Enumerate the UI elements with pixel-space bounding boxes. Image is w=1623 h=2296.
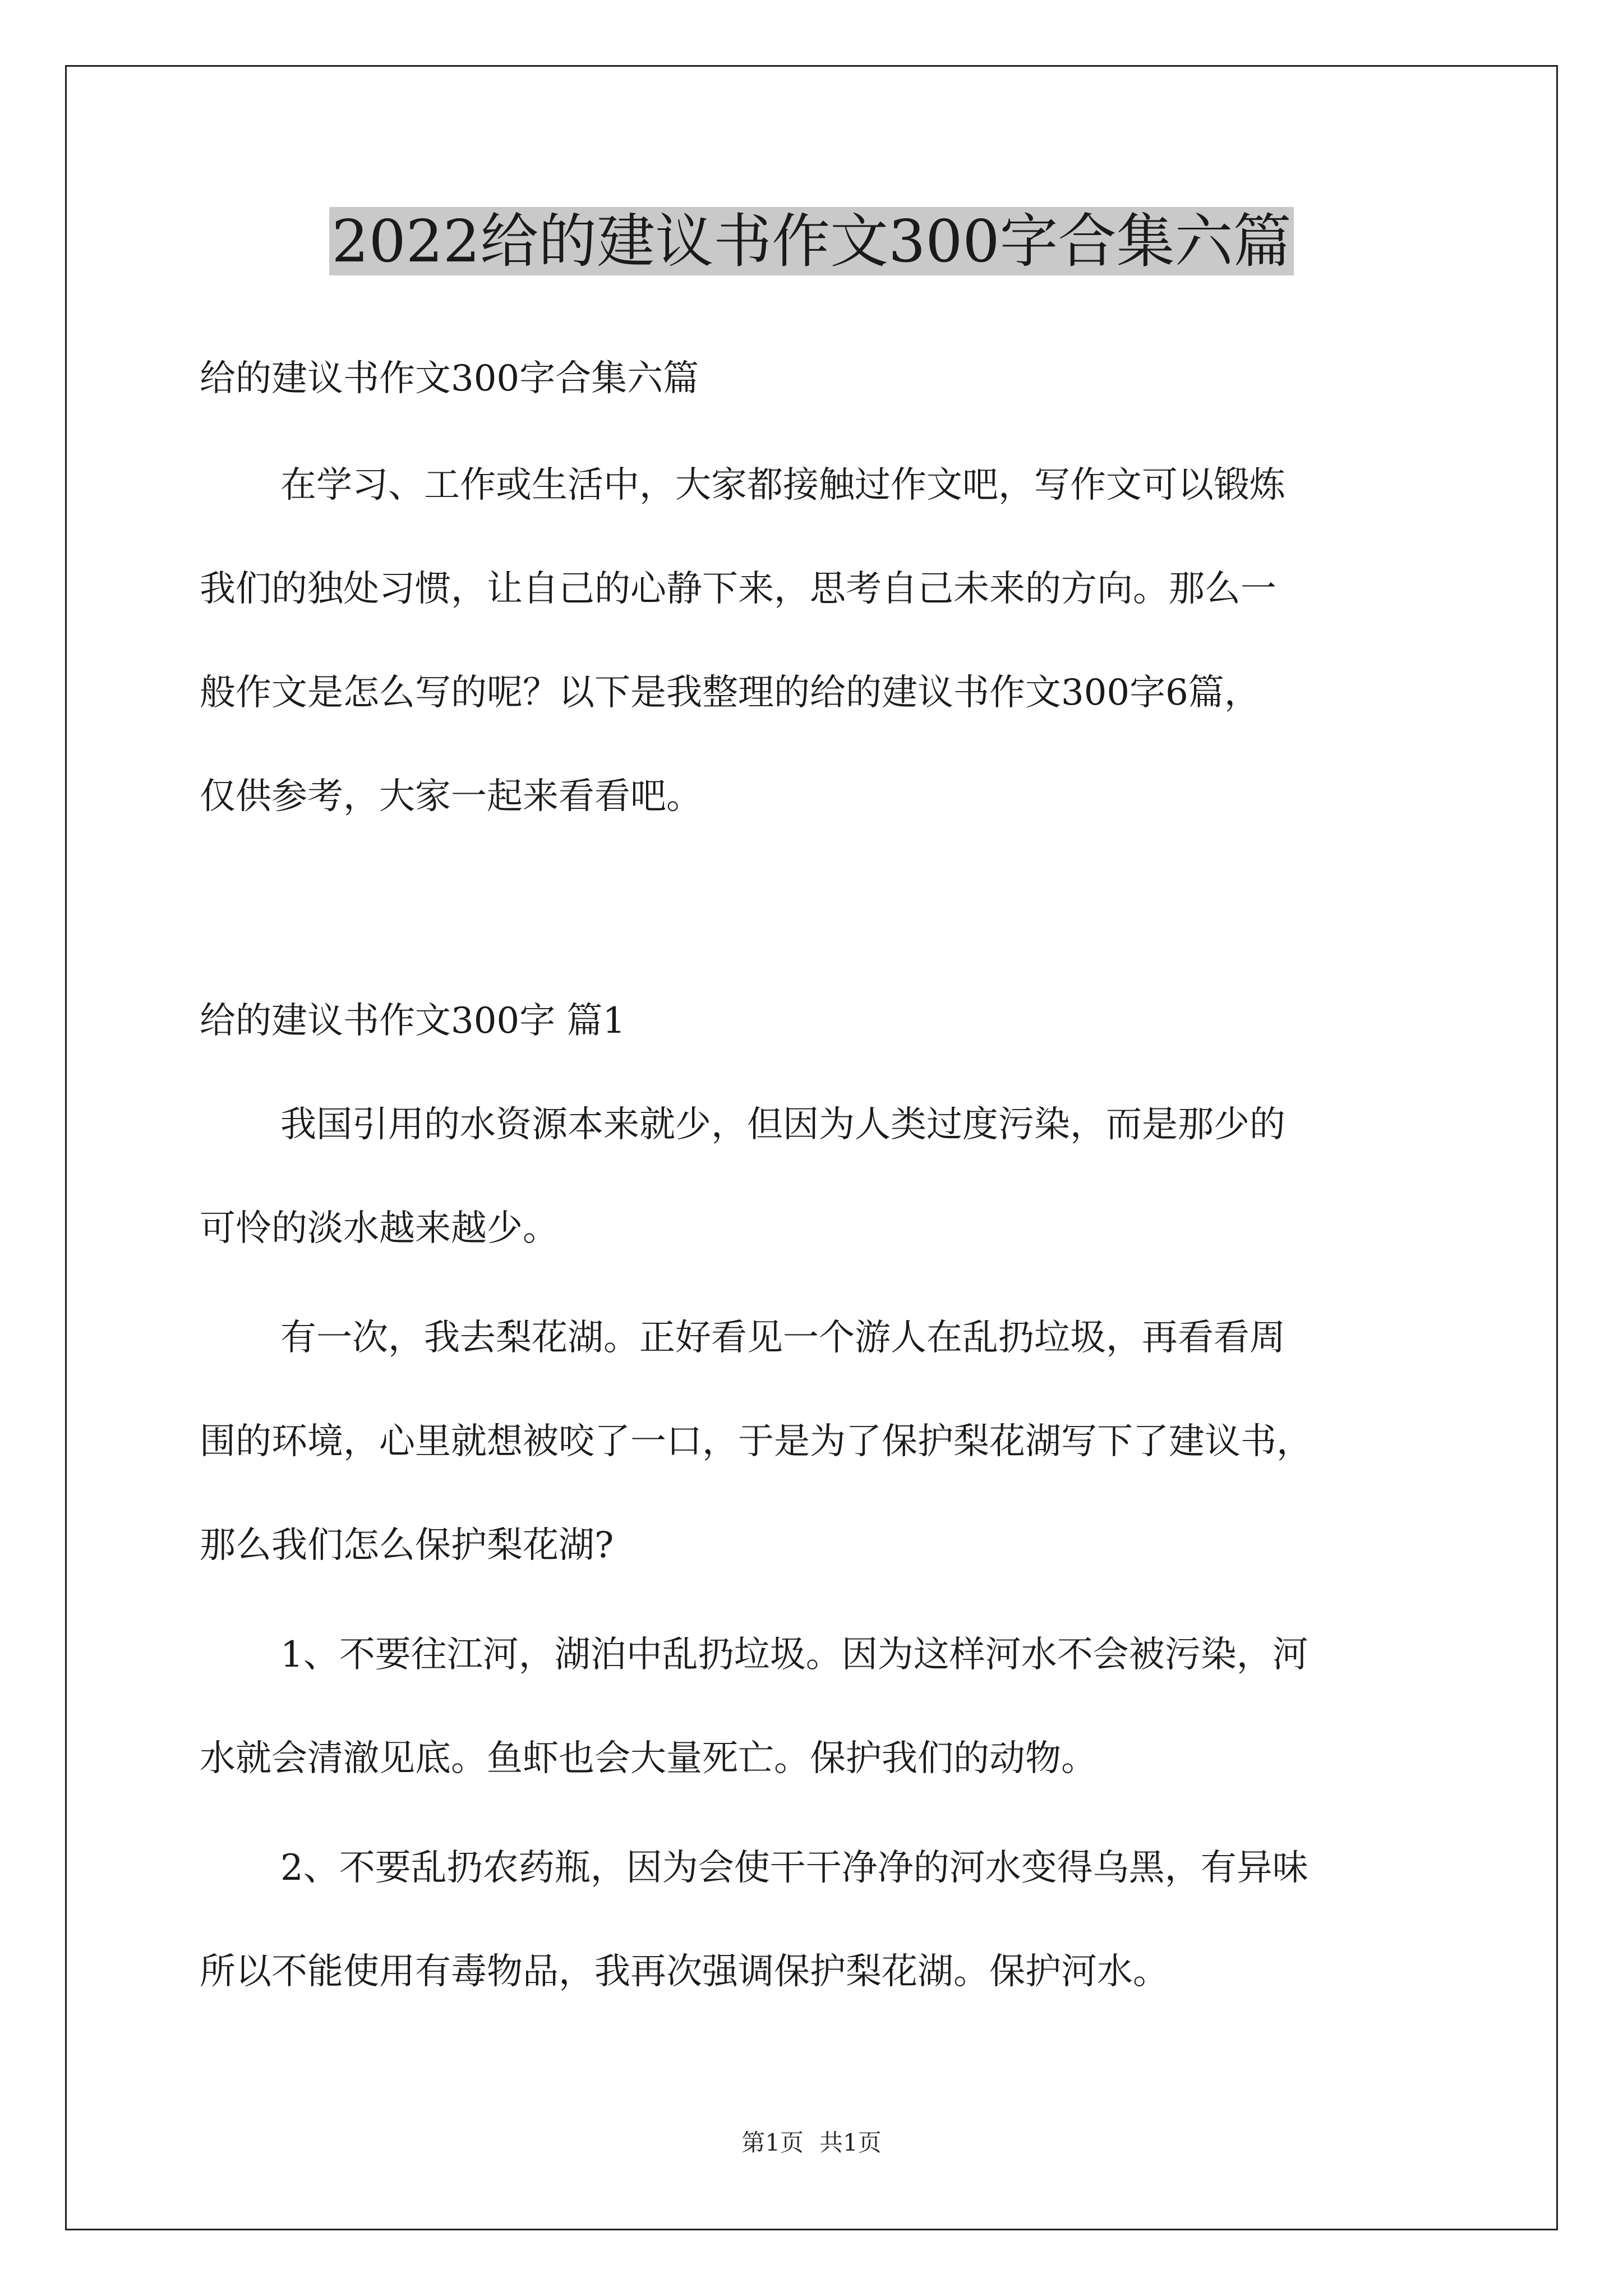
paragraph-line: 那么我们怎么保护梨花湖? [200,1525,614,1566]
title-text-highlighted: 2022给的建议书作文300字合集六篇 [329,207,1293,275]
paragraph-line: 我国引用的水资源本来就少，但因为人类过度污染，而是那少的 [280,1104,1285,1145]
subtitle-line: 给的建议书作文300字合集六篇 [200,358,699,399]
intro-line-1: 在学习、工作或生活中，大家都接触过作文吧，写作文可以锻炼 [280,464,1285,506]
paragraph-line: 可怜的淡水越来越少。 [200,1208,559,1249]
paragraph-line: 有一次，我去梨花湖。正好看见一个游人在乱扔垃圾，再看看周 [280,1317,1285,1359]
section-heading-1: 给的建议书作文300字 篇1 [200,1000,626,1042]
paragraph-line: 围的环境，心里就想被咬了一口，于是为了保护梨花湖写下了建议书， [200,1421,1312,1462]
paragraph-line: 1、不要往江河，湖泊中乱扔垃圾。因为这样河水不会被污染，河 [280,1634,1308,1676]
paragraph-line: 所以不能使用有毒物品，我再次强调保护梨花湖。保护河水。 [200,1951,1169,1993]
page-number: 第1页 [741,2129,804,2156]
document-title [0,202,1623,280]
paragraph-line: 2、不要乱扔农药瓶，因为会使干干净净的河水变得乌黑，有异味 [280,1847,1308,1889]
page-footer [0,2126,1623,2160]
intro-line-3: 般作文是怎么写的呢？以下是我整理的给的建议书作文300字6篇， [200,672,1260,714]
page-total: 共1页 [819,2129,882,2156]
paragraph-line: 水就会清澈见底。鱼虾也会大量死亡。保护我们的动物。 [200,1738,1097,1779]
intro-line-4: 仅供参考，大家一起来看看吧。 [200,776,702,817]
intro-line-2: 我们的独处习惯，让自己的心静下来，思考自己未来的方向。那么一 [200,568,1276,610]
